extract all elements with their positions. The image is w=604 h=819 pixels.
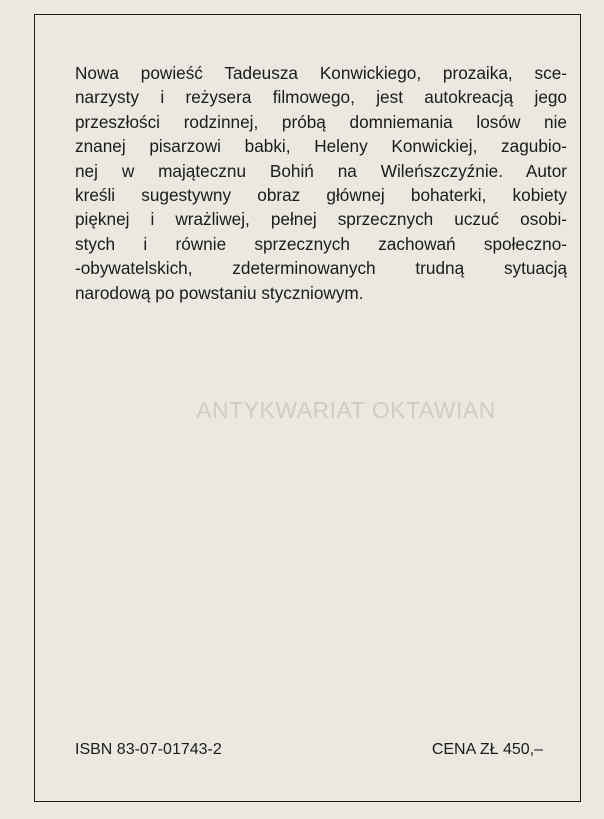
- description-line: stych i równie sprzecznych zachowań społeczno-: [75, 233, 567, 254]
- description-line: narzysty i reżysera filmowego, jest autokreacją jego: [75, 87, 567, 108]
- isbn-number: ISBN 83-07-01743-2: [75, 741, 222, 758]
- antiquarian-watermark: ANTYKWARIAT OKTAWIAN: [196, 397, 496, 423]
- description-line: Nowa powieść Tadeusza Konwickiego, prozaika, sce-: [75, 63, 567, 83]
- description-line: przeszłości rodzinnej, próbą domniemania losów nie: [75, 111, 567, 132]
- description-line: narodową po powstaniu styczniowym.: [75, 282, 364, 303]
- description-line: -obywatelskich, zdeterminowanych trudną sytuacją: [75, 258, 567, 279]
- description-line: kreśli sugestywny obraz głównej bohaterki, kobiety: [75, 185, 567, 206]
- description-line: nej w majątecznu Bohiń na Wileńszczyźnie. Autor: [75, 160, 567, 181]
- price-label: CENA ZŁ 450,–: [431, 741, 543, 758]
- description-line: znanej pisarzowi babki, Heleny Konwickiej, zagubio-: [75, 136, 567, 157]
- description-line: pięknej i wrażliwej, pełnej sprzecznych uczuć osobi-: [75, 209, 567, 230]
- book-description: [75, 61, 567, 305]
